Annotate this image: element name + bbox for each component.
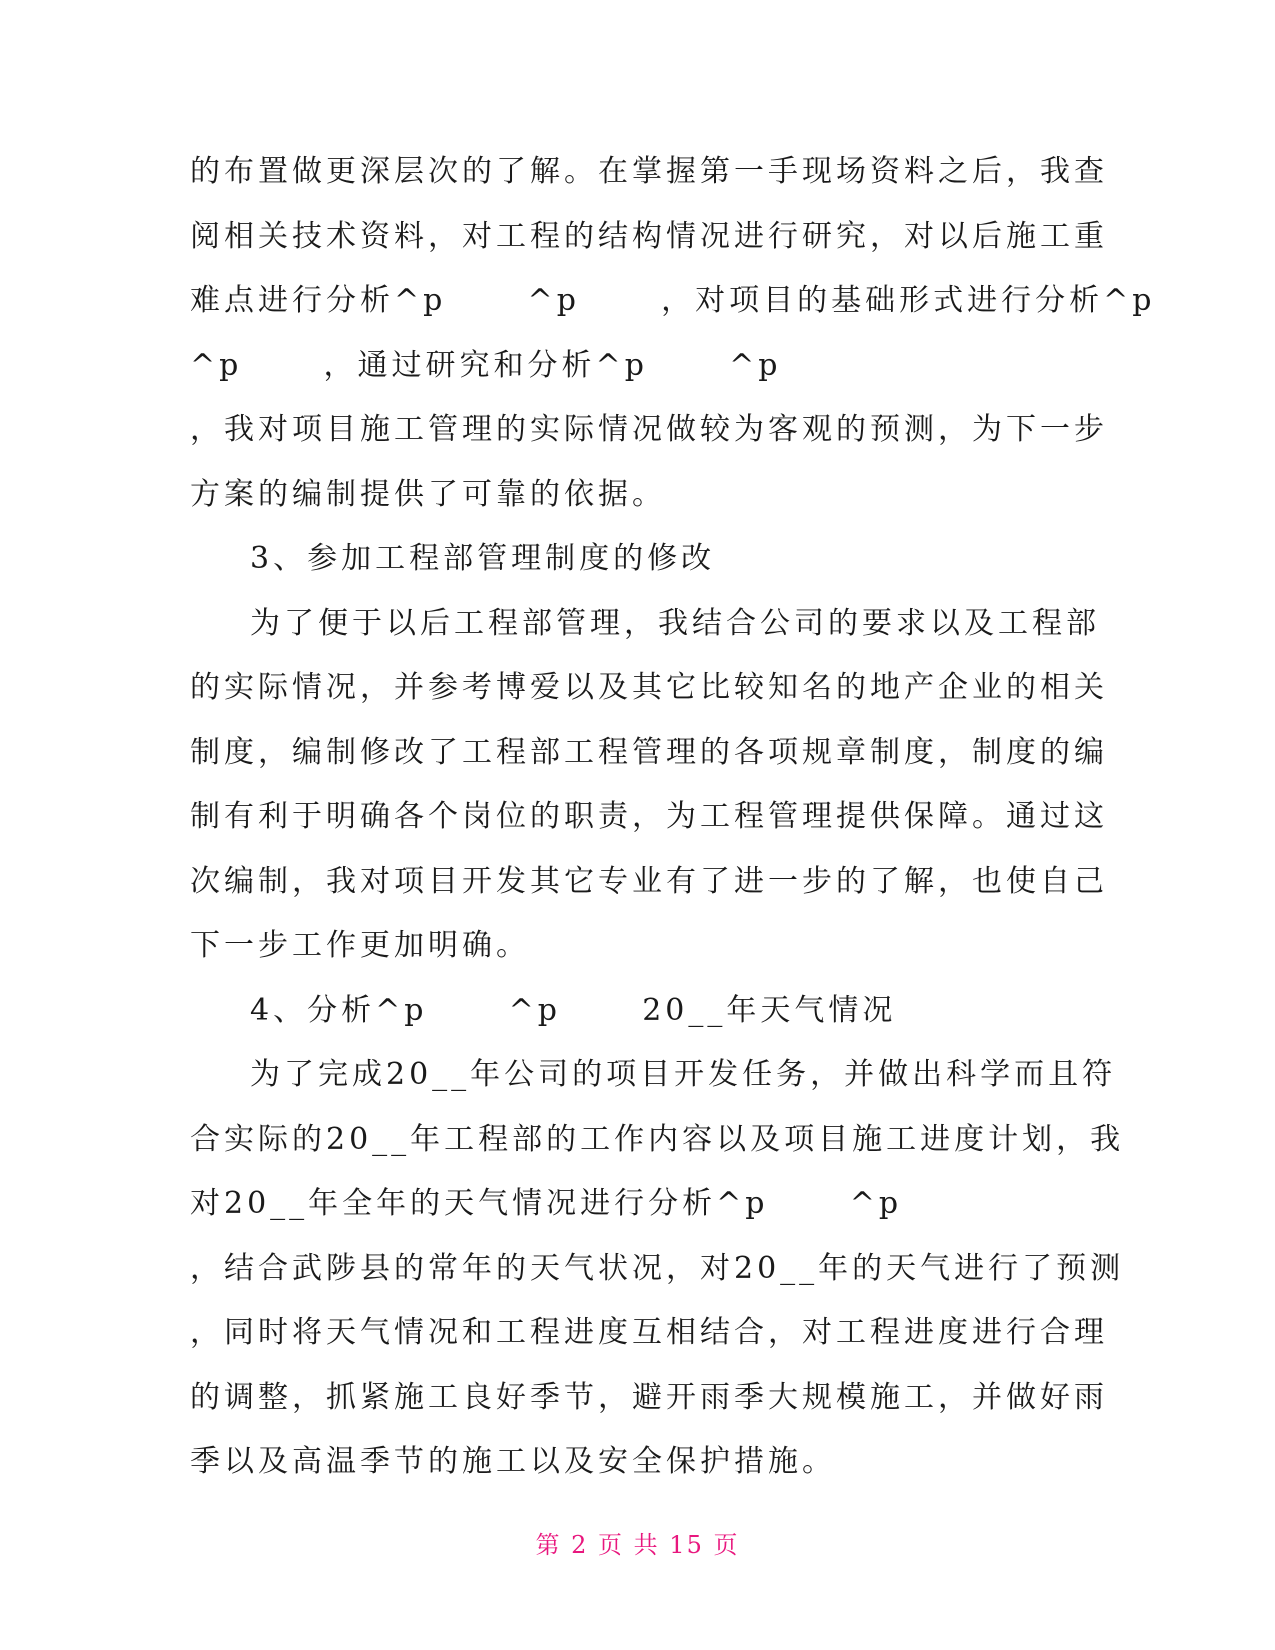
text-line: 制有利于明确各个岗位的职责，为工程管理提供保障。通过这 — [190, 799, 1108, 834]
text-line: 为了便于以后工程部管理，我结合公司的要求以及工程部 — [250, 605, 1100, 641]
document-body — [190, 140, 1156, 1495]
text-line: 次编制，我对项目开发其它专业有了进一步的了解，也使自己 — [190, 863, 1108, 899]
text-line: ，结合武陟县的常年的天气状况，对20__年的天气进行了预测 — [190, 1250, 1125, 1286]
text-line: 阅相关技术资料，对工程的结构情况进行研究，对以后施工重 — [190, 218, 1108, 254]
text-line: 为了完成20__年公司的项目开发任务，并做出科学而且符 — [250, 1057, 1117, 1092]
text-line: ，我对项目施工管理的实际情况做较为客观的预测，为下一步 — [190, 412, 1108, 447]
page-number-footer: 第 2 页 共 15 页 — [535, 1531, 740, 1559]
text-line: 季以及高温季节的施工以及安全保护措施。 — [190, 1444, 836, 1479]
text-line: ^p ，通过研究和分析^p ^p — [190, 347, 782, 383]
text-line: 下一步工作更加明确。 — [190, 928, 530, 963]
text-line: 的调整，抓紧施工良好季节，避开雨季大规模施工，并做好雨 — [190, 1379, 1108, 1415]
text-line: ，同时将天气情况和工程进度互相结合，对工程进度进行合理 — [190, 1315, 1108, 1350]
text-line: 合实际的20__年工程部的工作内容以及项目施工进度计划，我 — [190, 1121, 1125, 1157]
section-heading: 4、分析^p ^p 20__年天气情况 — [250, 992, 897, 1028]
text-line: 的实际情况，并参考博爱以及其它比较知名的地产企业的相关 — [190, 670, 1108, 705]
text-line: 难点进行分析^p ^p ，对项目的基础形式进行分析^p — [190, 283, 1156, 318]
text-line: 制度，编制修改了工程部工程管理的各项规章制度，制度的编 — [190, 734, 1108, 770]
text-line: 对20__年全年的天气情况进行分析^p ^p — [190, 1186, 903, 1221]
text-line: 的布置做更深层次的了解。在掌握第一手现场资料之后，我查 — [190, 154, 1108, 189]
text-line: 方案的编制提供了可靠的依据。 — [190, 476, 666, 512]
section-heading: 3、参加工程部管理制度的修改 — [250, 541, 716, 576]
